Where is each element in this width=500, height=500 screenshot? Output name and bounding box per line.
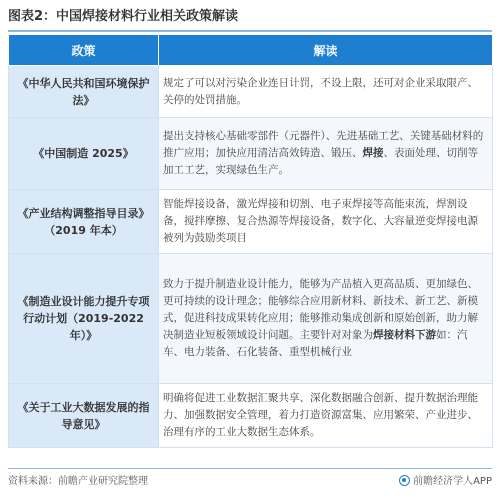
title-divider bbox=[8, 30, 492, 32]
interpretation-text: 明确将促进工业数据汇聚共享、深化数据融合创新、提升数据治理能力、加强数据安全管理，着力打造资源富集、应用繁荣、产业进步、治理有序的工业大数据生态体系。 bbox=[163, 392, 478, 438]
policy-name: 《中国制造 2025》 bbox=[9, 118, 159, 190]
policy-name: 《产业结构调整指导目录》（2019 年本） bbox=[9, 190, 159, 254]
policy-interpretation bbox=[159, 66, 493, 118]
footer bbox=[8, 472, 492, 492]
policy-table bbox=[8, 34, 493, 448]
header-interpretation: 解读 bbox=[159, 35, 493, 66]
policy-interpretation bbox=[159, 118, 493, 190]
interpretation-text: 如：汽车、电力装备、石化装备、重型机械行业 bbox=[163, 329, 468, 358]
brand-logo-icon bbox=[399, 475, 410, 486]
policy-interpretation bbox=[159, 190, 493, 254]
page-title: 图表2：中国焊接材料行业相关政策解读 bbox=[8, 9, 239, 24]
table-row bbox=[9, 384, 493, 448]
brand-name: 前瞻经济学人APP bbox=[413, 476, 492, 487]
interpretation-text: 智能焊接设备，激光焊接和切割、电子束焊接等高能束流，焊割设备，搅拌摩擦、复合热源等焊接设备，数字化、大容量逆变焊接电源被列为鼓励类项目 bbox=[163, 198, 478, 244]
policy-name: 《制造业设计能力提升专项行动计划（2019-2022 年）》 bbox=[9, 254, 159, 384]
brand bbox=[399, 472, 492, 492]
policy-interpretation bbox=[159, 254, 493, 384]
footer-divider bbox=[8, 468, 492, 469]
highlight-keyword: 焊接材料下游 bbox=[373, 329, 436, 341]
policy-name: 《中华人民共和国环境保护法》 bbox=[9, 66, 159, 118]
interpretation-text: 致力于提升制造业设计能力，能够为产品植入更高品质、更加绿色、更可持续的设计理念；能够综合应用新材料、新技术、新工艺、新模式，促进科技成果转化应用；能够推动集成创新和原始创新，助力解决制造业短板领域设计问题。主要针对对象为 bbox=[163, 278, 478, 341]
interpretation-text: 、表面处理、切削等加工工艺，实现绿色生产。 bbox=[163, 147, 478, 176]
header-policy: 政策 bbox=[9, 35, 159, 66]
interpretation-text: 提出支持核心基础零部件（元器件）、先进基础工艺、关键基础材料的推广应用；加快应用清洁高效铸造、锻压、 bbox=[163, 130, 484, 159]
policy-interpretation bbox=[159, 384, 493, 448]
table-row bbox=[9, 118, 493, 190]
table-row bbox=[9, 254, 493, 384]
interpretation-text: 规定了可以对污染企业连日计罚，不设上限，还可对企业采取限产、关停的处罚措施。 bbox=[163, 76, 478, 106]
policy-name: 《关于工业大数据发展的指导意见》 bbox=[9, 384, 159, 448]
highlight-keyword: 焊接 bbox=[362, 147, 384, 159]
table-row bbox=[9, 190, 493, 254]
table-row bbox=[9, 66, 493, 118]
source-note: 资料来源：前瞻产业研究院整理 bbox=[8, 476, 148, 487]
table-header-row bbox=[9, 35, 493, 66]
